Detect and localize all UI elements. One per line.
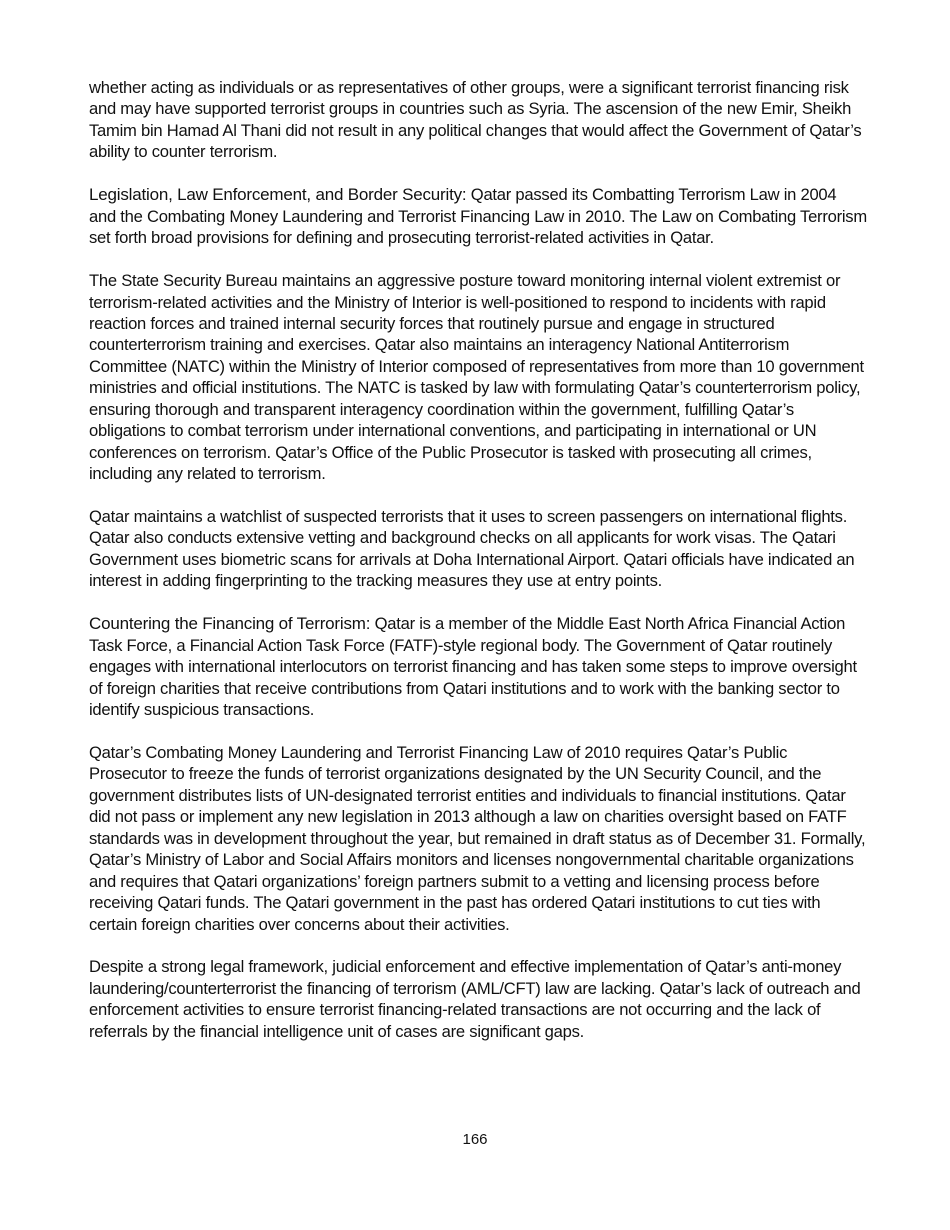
paragraph <box>89 184 867 248</box>
paragraph-text: Despite a strong legal framework, judicial enforcement and effective implementation of Qatar’s anti-money laundering/counterterrorist the financing of terrorism (AML/CFT) law are lacking. Qatar’s lack of outreach and enforcement activities to ensure terrorist financing-related transactions are not occurring and the lack of referrals by the financial intelligence unit of cases are significant gaps. <box>89 957 861 1041</box>
paragraph <box>89 270 867 485</box>
paragraph-text: Qatar’s Combating Money Laundering and Terrorist Financing Law of 2010 requires Qatar’s Public Prosecutor to freeze the funds of terrorist organizations designated by the UN Security Council, and the government distributes lists of UN-designated terrorist entities and individuals to financial institutions. Qatar did not pass or implement any new legislation in 2013 although a law on charities oversight based on FATF standards was in development throughout the year, but remained in draft status as of December 31. Formally, Qatar’s Ministry of Labor and Social Affairs monitors and licenses nongovernmental charitable organizations and requires that Qatari organizations’ foreign partners submit to a vetting and licensing process before receiving Qatari funds. The Qatari government in the past has ordered Qatari institutions to cut ties with certain foreign charities over concerns about their activities. <box>89 742 866 934</box>
paragraph-text: Qatar maintains a watchlist of suspected terrorists that it uses to screen passengers on international flights. Qatar also conducts extensive vetting and background checks on all applicants for work visas. The Qatari Government uses biometric scans for arrivals at Doha International Airport. Qatari officials have indicated an interest in adding fingerprinting to the tracking measures they use at entry points. <box>89 507 855 591</box>
paragraph <box>89 956 867 1042</box>
paragraph <box>89 506 867 592</box>
paragraph-text: Qatar passed its Combatting Terrorism Law in 2004 and the Combating Money Laundering and Terrorist Financing Law in 2010. The Law on Combating Terrorism set forth broad provisions for defining and prosecuting terrorist-related activities in Qatar. <box>89 185 867 248</box>
section-heading-countering-financing: Countering the Financing of Terrorism: <box>89 614 371 634</box>
paragraph <box>89 742 867 935</box>
paragraph <box>89 77 867 163</box>
paragraph <box>89 613 867 720</box>
section-heading-legislation: Legislation, Law Enforcement, and Border Security: <box>89 185 467 205</box>
page-number: 166 <box>462 1131 488 1148</box>
paragraph-text: The State Security Bureau maintains an aggressive posture toward monitoring internal violent extremist or terrorism-related activities and the Ministry of Interior is well-positioned to respond to incidents with rapid reaction forces and trained internal security forces that routinely pursue and engage in structured counterterrorism training and exercises. Qatar also maintains an interagency National Antiterrorism Committee (NATC) within the Ministry of Interior composed of representatives from more than 10 government ministries and official institutions. The NATC is tasked by law with formulating Qatar’s counterterrorism policy, ensuring thorough and transparent interagency coordination within the government, fulfilling Qatar’s obligations to combat terrorism under international conventions, and participating in international or UN conferences on terrorism. Qatar’s Office of the Public Prosecutor is tasked with prosecuting all crimes, including any related to terrorism. <box>89 271 864 484</box>
document-page <box>89 77 867 1064</box>
paragraph-text: Qatar is a member of the Middle East North Africa Financial Action Task Force, a Financial Action Task Force (FATF)-style regional body. The Government of Qatar routinely engages with international interlocutors on terrorist financing and has taken some steps to improve oversight of foreign charities that receive contributions from Qatari institutions and to work with the banking sector to identify suspicious transactions. <box>89 614 857 720</box>
paragraph-text: whether acting as individuals or as representatives of other groups, were a significant terrorist financing risk and may have supported terrorist groups in countries such as Syria. The ascension of the new Emir, Sheikh Tamim bin Hamad Al Thani did not result in any political changes that would affect the Government of Qatar’s ability to counter terrorism. <box>89 78 862 162</box>
